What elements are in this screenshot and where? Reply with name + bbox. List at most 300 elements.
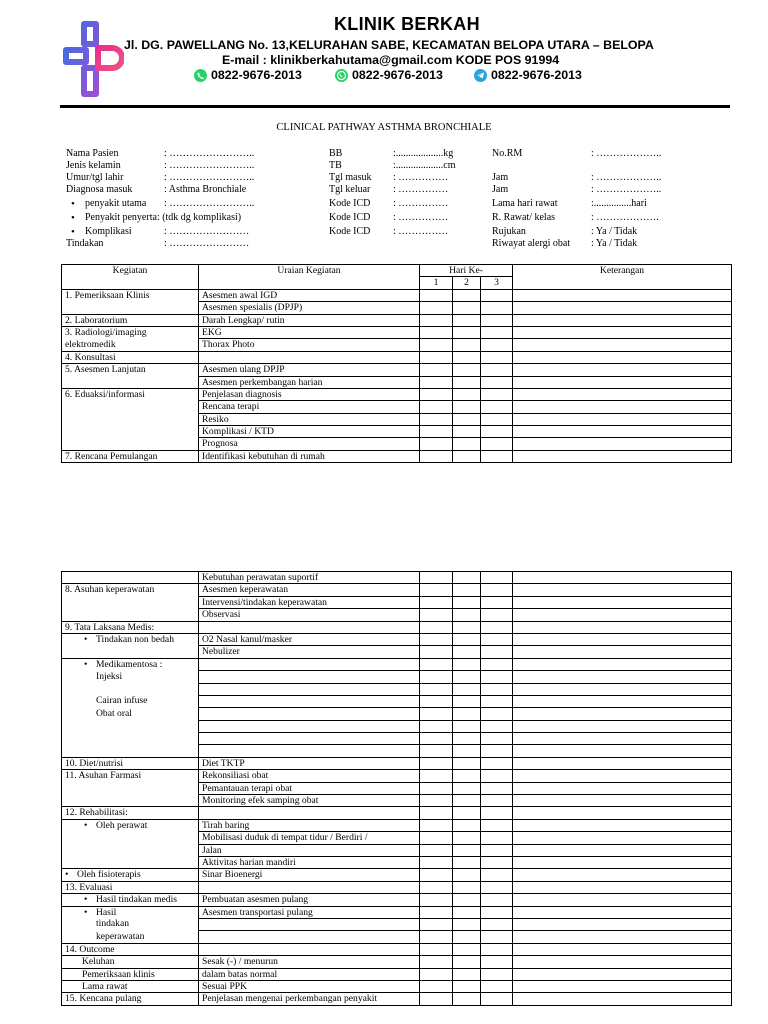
day-3-cell[interactable]	[481, 289, 513, 301]
kegiatan-cell: Obat oral	[62, 708, 199, 720]
table-row	[62, 956, 732, 968]
day-2-cell[interactable]	[453, 683, 481, 695]
day-2-cell[interactable]	[453, 326, 481, 338]
table-row	[62, 993, 732, 1005]
day-3-cell[interactable]	[481, 968, 513, 980]
day-2-cell[interactable]	[453, 993, 481, 1005]
info-value: : ………………..	[591, 184, 662, 195]
day-3-cell[interactable]	[481, 819, 513, 831]
kegiatan-cell: 2. Laboratorium	[62, 314, 199, 326]
uraian-cell: Sesak (-) / menurun	[199, 956, 420, 968]
day-1-cell[interactable]	[420, 968, 453, 980]
uraian-cell	[199, 931, 420, 943]
info-label: Kode ICD	[329, 212, 371, 223]
day-3-cell[interactable]	[481, 658, 513, 670]
day-3-cell[interactable]	[481, 795, 513, 807]
day-3-cell[interactable]	[481, 376, 513, 388]
day-3-cell[interactable]	[481, 980, 513, 992]
info-label: Diagnosa masuk	[66, 184, 133, 195]
day-2-cell[interactable]	[453, 658, 481, 670]
day-3-cell[interactable]	[481, 708, 513, 720]
info-label: TB	[329, 160, 342, 171]
keterangan-cell[interactable]	[513, 450, 732, 462]
day-2-cell[interactable]	[453, 733, 481, 745]
day-3-cell[interactable]	[481, 401, 513, 413]
uraian-cell	[199, 745, 420, 757]
uraian-cell: Monitoring efek samping obat	[199, 795, 420, 807]
day-3-cell[interactable]	[481, 956, 513, 968]
day-2-cell[interactable]	[453, 770, 481, 782]
day-2-cell[interactable]	[453, 881, 481, 893]
day-2-cell[interactable]	[453, 980, 481, 992]
table-row	[62, 633, 732, 645]
kegiatan-cell: 11. Asuhan Farmasi	[62, 770, 199, 782]
kegiatan-cell: 3. Radiologi/imaging	[62, 326, 199, 338]
uraian-cell: Thorax Photo	[199, 339, 420, 351]
day-2-cell[interactable]	[453, 671, 481, 683]
keterangan-cell[interactable]	[513, 881, 732, 893]
day-3-cell[interactable]	[481, 326, 513, 338]
day-2-cell[interactable]	[453, 572, 481, 584]
kegiatan-cell: • Hasil tindakan medis	[62, 894, 199, 906]
day-1-cell[interactable]	[420, 426, 453, 438]
keterangan-cell[interactable]	[513, 314, 732, 326]
day-2-cell[interactable]	[453, 596, 481, 608]
day-1-cell[interactable]	[420, 621, 453, 633]
keterangan-cell[interactable]	[513, 856, 732, 868]
keterangan-cell[interactable]	[513, 807, 732, 819]
kegiatan-cell	[62, 782, 199, 794]
table-row	[62, 339, 732, 351]
day-3-cell[interactable]	[481, 633, 513, 645]
day-3-cell[interactable]	[481, 438, 513, 450]
day-3-cell[interactable]	[481, 646, 513, 658]
day-1-cell[interactable]	[420, 671, 453, 683]
day-1-cell[interactable]	[420, 757, 453, 769]
day-3-cell[interactable]	[481, 943, 513, 955]
day-2-cell[interactable]	[453, 646, 481, 658]
keterangan-cell[interactable]	[513, 968, 732, 980]
info-value: : ………………..	[591, 148, 662, 159]
day-1-cell[interactable]	[420, 438, 453, 450]
day-1-cell[interactable]	[420, 782, 453, 794]
day-2-cell[interactable]	[453, 968, 481, 980]
keterangan-cell[interactable]	[513, 401, 732, 413]
keterangan-cell[interactable]	[513, 943, 732, 955]
kegiatan-cell	[62, 683, 199, 695]
day-1-cell[interactable]	[420, 596, 453, 608]
keterangan-cell[interactable]	[513, 646, 732, 658]
day-2-cell[interactable]	[453, 351, 481, 363]
uraian-cell: Aktivitas harian mandiri	[199, 856, 420, 868]
uraian-cell: Pembuatan asesmen pulang	[199, 894, 420, 906]
day-1-cell[interactable]	[420, 844, 453, 856]
info-value: : ……………	[393, 212, 449, 223]
day-1-cell[interactable]	[420, 819, 453, 831]
uraian-cell	[199, 695, 420, 707]
info-label: Tindakan	[66, 238, 104, 249]
day-2-cell[interactable]	[453, 708, 481, 720]
keterangan-cell[interactable]	[513, 832, 732, 844]
day-1-cell[interactable]	[420, 881, 453, 893]
keterangan-cell[interactable]	[513, 596, 732, 608]
day-1-cell[interactable]	[420, 869, 453, 881]
keterangan-cell[interactable]	[513, 770, 732, 782]
info-value: : ……………	[393, 226, 449, 237]
day-1-cell[interactable]	[420, 658, 453, 670]
day-1-cell[interactable]	[420, 683, 453, 695]
day-2-cell[interactable]	[453, 943, 481, 955]
info-label: Kode ICD	[329, 226, 371, 237]
table-row	[62, 401, 732, 413]
day-3-cell[interactable]	[481, 757, 513, 769]
table-row	[62, 671, 732, 683]
uraian-cell: Asesmen perkembangan harian	[199, 376, 420, 388]
table-row	[62, 388, 732, 400]
uraian-cell	[199, 351, 420, 363]
kegiatan-cell	[62, 302, 199, 314]
table-row	[62, 584, 732, 596]
day-1-cell[interactable]	[420, 326, 453, 338]
keterangan-cell[interactable]	[513, 438, 732, 450]
uraian-cell: EKG	[199, 326, 420, 338]
uraian-cell	[199, 943, 420, 955]
whatsapp-icon	[335, 69, 348, 82]
day-1-cell[interactable]	[420, 770, 453, 782]
info-value: : ……………	[393, 172, 449, 183]
day-1-cell[interactable]	[420, 376, 453, 388]
day-2-cell[interactable]	[453, 844, 481, 856]
info-value: : Asthma Bronchiale	[164, 184, 247, 195]
day-1-cell[interactable]	[420, 906, 453, 918]
day-2-cell[interactable]	[453, 757, 481, 769]
day-1-cell[interactable]	[420, 931, 453, 943]
kegiatan-cell: 7. Rencana Pemulangan	[62, 450, 199, 462]
kegiatan-cell	[62, 609, 199, 621]
keterangan-cell[interactable]	[513, 844, 732, 856]
day-2-cell[interactable]	[453, 339, 481, 351]
day-1-cell[interactable]	[420, 695, 453, 707]
kegiatan-cell	[62, 426, 199, 438]
table-row	[62, 450, 732, 462]
day-3-cell[interactable]	[481, 770, 513, 782]
day-3-cell[interactable]	[481, 918, 513, 930]
uraian-cell: Asesmen ulang DPJP	[199, 364, 420, 376]
phone-number-3: 0822-9676-2013	[491, 68, 582, 82]
day-1-cell[interactable]	[420, 364, 453, 376]
uraian-cell	[199, 683, 420, 695]
keterangan-cell[interactable]	[513, 683, 732, 695]
info-label: Jenis kelamin	[66, 160, 121, 171]
day-2-cell[interactable]	[453, 856, 481, 868]
day-1-cell[interactable]	[420, 401, 453, 413]
day-3-cell[interactable]	[481, 844, 513, 856]
day-1-cell[interactable]	[420, 956, 453, 968]
info-value: : ………………..	[591, 172, 662, 183]
keterangan-cell[interactable]	[513, 980, 732, 992]
day-3-cell[interactable]	[481, 695, 513, 707]
day-2-cell[interactable]	[453, 364, 481, 376]
keterangan-cell[interactable]	[513, 351, 732, 363]
day-3-cell[interactable]	[481, 364, 513, 376]
day-3-cell[interactable]	[481, 572, 513, 584]
keterangan-cell[interactable]	[513, 339, 732, 351]
keterangan-cell[interactable]	[513, 795, 732, 807]
table-row	[62, 646, 732, 658]
info-label: Rujukan	[492, 226, 526, 237]
day-3-cell[interactable]	[481, 782, 513, 794]
table-row	[62, 943, 732, 955]
info-label: Jam	[492, 172, 509, 183]
keterangan-cell[interactable]	[513, 745, 732, 757]
uraian-cell: Pemantauan terapi obat	[199, 782, 420, 794]
uraian-cell: Asesmen keperawatan	[199, 584, 420, 596]
day-2-cell[interactable]	[453, 869, 481, 881]
clinic-address: Jl. DG. PAWELLANG No. 13,KELURAHAN SABE, KECAMATAN BELOPA UTARA – BELOPA	[124, 38, 654, 52]
day-1-cell[interactable]	[420, 894, 453, 906]
keterangan-cell[interactable]	[513, 782, 732, 794]
keterangan-cell[interactable]	[513, 956, 732, 968]
day-1-cell[interactable]	[420, 795, 453, 807]
day-2-cell[interactable]	[453, 289, 481, 301]
keterangan-cell[interactable]	[513, 658, 732, 670]
kegiatan-cell	[62, 596, 199, 608]
keterangan-cell[interactable]	[513, 302, 732, 314]
day-1-cell[interactable]	[420, 351, 453, 363]
day-2-cell[interactable]	[453, 720, 481, 732]
header-hari: Hari Ke-	[420, 265, 513, 277]
day-2-cell[interactable]	[453, 413, 481, 425]
day-1-cell[interactable]	[420, 708, 453, 720]
uraian-cell: Rencana terapi	[199, 401, 420, 413]
phone-number-2: 0822-9676-2013	[352, 68, 443, 82]
day-3-cell[interactable]	[481, 733, 513, 745]
uraian-cell: Penjelasan diagnosis	[199, 388, 420, 400]
uraian-cell: Jalan	[199, 844, 420, 856]
day-1-cell[interactable]	[420, 720, 453, 732]
day-2-cell[interactable]	[453, 302, 481, 314]
header-divider	[60, 105, 730, 108]
info-value: : ……………….	[591, 212, 659, 223]
day-2-cell[interactable]	[453, 782, 481, 794]
uraian-cell: Nebulizer	[199, 646, 420, 658]
table-row	[62, 757, 732, 769]
keterangan-cell[interactable]	[513, 426, 732, 438]
day-1-cell[interactable]	[420, 388, 453, 400]
day-1-cell[interactable]	[420, 609, 453, 621]
day-3-cell[interactable]	[481, 869, 513, 881]
clinic-email: E-mail : klinikberkahutama@gmail.com KODE POS 91994	[222, 53, 560, 67]
keterangan-cell[interactable]	[513, 671, 732, 683]
keterangan-cell[interactable]	[513, 621, 732, 633]
keterangan-cell[interactable]	[513, 757, 732, 769]
kegiatan-cell: 4. Konsultasi	[62, 351, 199, 363]
day-2-cell[interactable]	[453, 314, 481, 326]
header-day-1: 1	[420, 277, 453, 289]
day-3-cell[interactable]	[481, 683, 513, 695]
day-2-cell[interactable]	[453, 695, 481, 707]
keterangan-cell[interactable]	[513, 572, 732, 584]
day-1-cell[interactable]	[420, 733, 453, 745]
pathway-table-1	[61, 264, 732, 463]
day-2-cell[interactable]	[453, 584, 481, 596]
day-3-cell[interactable]	[481, 931, 513, 943]
header-day-3: 3	[481, 277, 513, 289]
day-1-cell[interactable]	[420, 646, 453, 658]
table-row	[62, 364, 732, 376]
day-1-cell[interactable]	[420, 314, 453, 326]
kegiatan-cell	[62, 720, 199, 732]
keterangan-cell[interactable]	[513, 993, 732, 1005]
day-3-cell[interactable]	[481, 388, 513, 400]
day-3-cell[interactable]	[481, 302, 513, 314]
kegiatan-cell: 10. Diet/nutrisi	[62, 757, 199, 769]
table-1-body	[62, 289, 732, 462]
day-3-cell[interactable]	[481, 351, 513, 363]
day-3-cell[interactable]	[481, 993, 513, 1005]
day-2-cell[interactable]	[453, 621, 481, 633]
kegiatan-cell: 8. Asuhan keperawatan	[62, 584, 199, 596]
keterangan-cell[interactable]	[513, 869, 732, 881]
keterangan-cell[interactable]	[513, 633, 732, 645]
day-3-cell[interactable]	[481, 807, 513, 819]
keterangan-cell[interactable]	[513, 376, 732, 388]
keterangan-cell[interactable]	[513, 289, 732, 301]
table-row	[62, 609, 732, 621]
keterangan-cell[interactable]	[513, 918, 732, 930]
kegiatan-cell: Injeksi	[62, 671, 199, 683]
keterangan-cell[interactable]	[513, 906, 732, 918]
day-1-cell[interactable]	[420, 450, 453, 462]
day-1-cell[interactable]	[420, 633, 453, 645]
keterangan-cell[interactable]	[513, 584, 732, 596]
kegiatan-cell: 1. Pemeriksaan Klinis	[62, 289, 199, 301]
day-2-cell[interactable]	[453, 894, 481, 906]
day-1-cell[interactable]	[420, 980, 453, 992]
day-3-cell[interactable]	[481, 745, 513, 757]
kegiatan-cell: elektromedik	[62, 339, 199, 351]
day-3-cell[interactable]	[481, 450, 513, 462]
day-2-cell[interactable]	[453, 906, 481, 918]
uraian-cell: Penjelasan mengenai perkembangan penyakit	[199, 993, 420, 1005]
phone-icon	[194, 69, 207, 82]
table-row	[62, 795, 732, 807]
kegiatan-cell	[62, 438, 199, 450]
day-2-cell[interactable]	[453, 918, 481, 930]
day-2-cell[interactable]	[453, 633, 481, 645]
info-label: Tgl masuk	[329, 172, 372, 183]
day-1-cell[interactable]	[420, 302, 453, 314]
day-2-cell[interactable]	[453, 819, 481, 831]
kegiatan-cell: 5. Asesmen Lanjutan	[62, 364, 199, 376]
kegiatan-cell: Lama rawat	[62, 980, 199, 992]
day-1-cell[interactable]	[420, 584, 453, 596]
keterangan-cell[interactable]	[513, 733, 732, 745]
day-1-cell[interactable]	[420, 572, 453, 584]
phone-number-1: 0822-9676-2013	[211, 68, 302, 82]
day-2-cell[interactable]	[453, 807, 481, 819]
day-2-cell[interactable]	[453, 745, 481, 757]
day-1-cell[interactable]	[420, 339, 453, 351]
day-3-cell[interactable]	[481, 906, 513, 918]
day-3-cell[interactable]	[481, 413, 513, 425]
kegiatan-cell: Cairan infuse	[62, 695, 199, 707]
keterangan-cell[interactable]	[513, 819, 732, 831]
keterangan-cell[interactable]	[513, 326, 732, 338]
table-2-body	[62, 572, 732, 1006]
kegiatan-cell: • Oleh perawat	[62, 819, 199, 831]
clinic-logo	[62, 20, 124, 100]
keterangan-cell[interactable]	[513, 695, 732, 707]
phone-entry-3	[474, 68, 582, 82]
day-3-cell[interactable]	[481, 720, 513, 732]
keterangan-cell[interactable]	[513, 894, 732, 906]
day-1-cell[interactable]	[420, 807, 453, 819]
day-3-cell[interactable]	[481, 314, 513, 326]
day-2-cell[interactable]	[453, 426, 481, 438]
keterangan-cell[interactable]	[513, 720, 732, 732]
keterangan-cell[interactable]	[513, 931, 732, 943]
day-2-cell[interactable]	[453, 438, 481, 450]
day-2-cell[interactable]	[453, 931, 481, 943]
info-label: • Penyakit penyerta: (tdk dg komplikasi)	[85, 212, 241, 224]
kegiatan-cell: • Hasil	[62, 906, 199, 918]
day-3-cell[interactable]	[481, 426, 513, 438]
day-2-cell[interactable]	[453, 832, 481, 844]
day-2-cell[interactable]	[453, 376, 481, 388]
day-3-cell[interactable]	[481, 339, 513, 351]
day-3-cell[interactable]	[481, 856, 513, 868]
day-2-cell[interactable]	[453, 401, 481, 413]
uraian-cell	[199, 621, 420, 633]
uraian-cell: Asesmen awal IGD	[199, 289, 420, 301]
day-3-cell[interactable]	[481, 596, 513, 608]
day-1-cell[interactable]	[420, 856, 453, 868]
day-3-cell[interactable]	[481, 609, 513, 621]
day-3-cell[interactable]	[481, 621, 513, 633]
uraian-cell: Diet TKTP	[199, 757, 420, 769]
keterangan-cell[interactable]	[513, 609, 732, 621]
day-1-cell[interactable]	[420, 943, 453, 955]
table-row	[62, 438, 732, 450]
keterangan-cell[interactable]	[513, 413, 732, 425]
pathway-table-2	[61, 571, 732, 1006]
day-2-cell[interactable]	[453, 795, 481, 807]
info-value: : ……………………	[164, 238, 250, 249]
day-2-cell[interactable]	[453, 609, 481, 621]
kegiatan-cell: • Medikamentosa :	[62, 658, 199, 670]
day-3-cell[interactable]	[481, 832, 513, 844]
keterangan-cell[interactable]	[513, 388, 732, 400]
day-1-cell[interactable]	[420, 745, 453, 757]
day-3-cell[interactable]	[481, 671, 513, 683]
day-3-cell[interactable]	[481, 584, 513, 596]
day-1-cell[interactable]	[420, 918, 453, 930]
kegiatan-cell: 15. Kencana pulang	[62, 993, 199, 1005]
day-3-cell[interactable]	[481, 894, 513, 906]
day-1-cell[interactable]	[420, 413, 453, 425]
keterangan-cell[interactable]	[513, 708, 732, 720]
day-2-cell[interactable]	[453, 956, 481, 968]
day-1-cell[interactable]	[420, 832, 453, 844]
day-2-cell[interactable]	[453, 388, 481, 400]
keterangan-cell[interactable]	[513, 364, 732, 376]
day-1-cell[interactable]	[420, 289, 453, 301]
table-row	[62, 980, 732, 992]
day-3-cell[interactable]	[481, 881, 513, 893]
day-1-cell[interactable]	[420, 993, 453, 1005]
day-2-cell[interactable]	[453, 450, 481, 462]
